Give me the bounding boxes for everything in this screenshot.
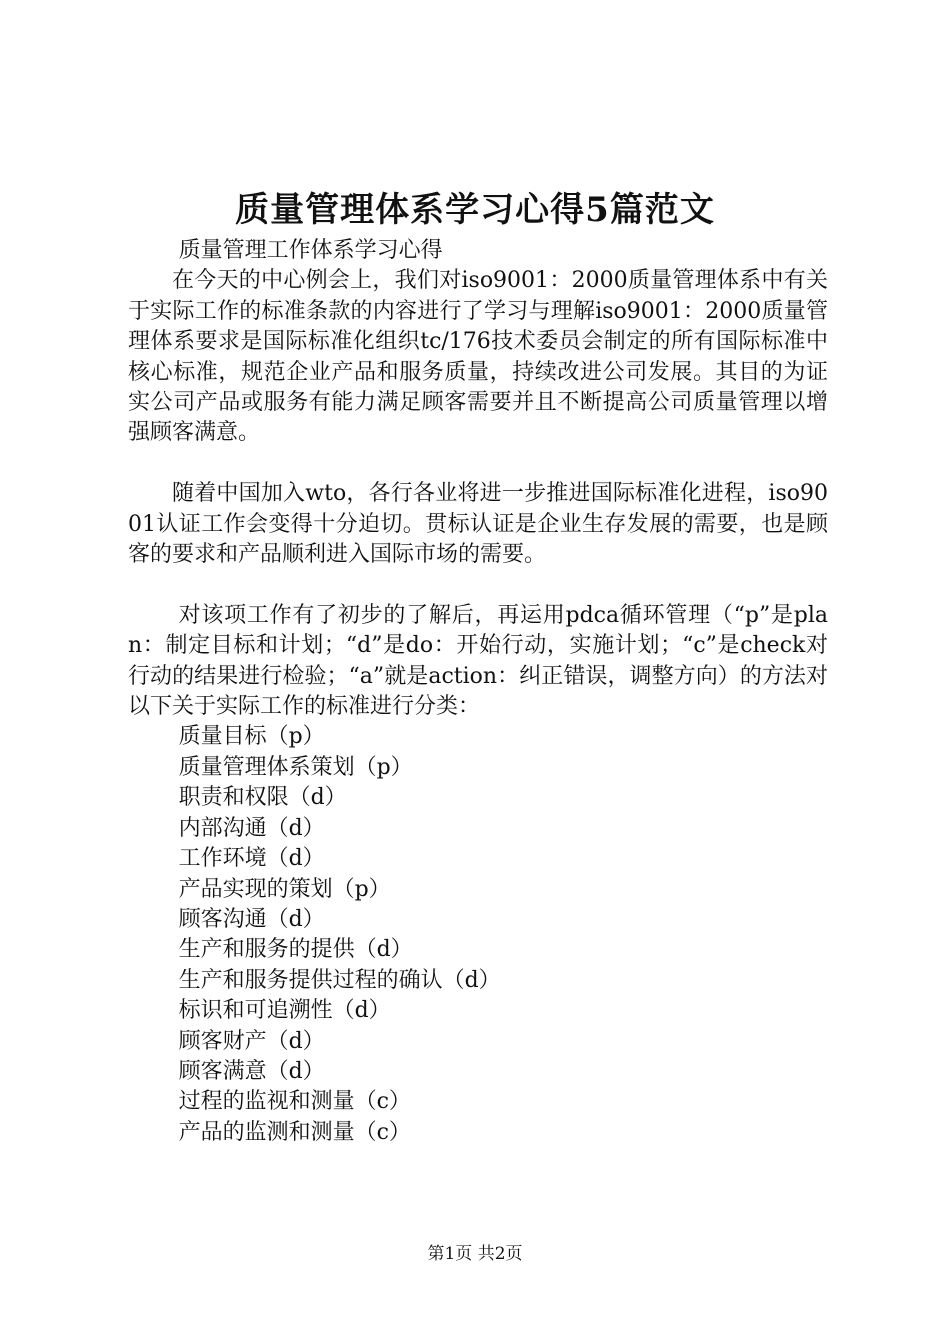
section-heading: 质量管理工作体系学习心得	[178, 238, 443, 263]
standards-list	[128, 722, 828, 1148]
list-item: 工作环境（d）	[178, 846, 325, 872]
paragraph-3: 对该项工作有了初步的了解后，再运用pdca循环管理（“p”是plan：制定目标和计划；“d”是do：开始行动，实施计划；“c”是check对行动的结果进行检验；“a”就是action：纠正错误，调整方向）的方法对以下关于实际工作的标准进行分类：	[128, 602, 828, 720]
paragraph-gap	[128, 570, 828, 600]
list-item: 标识和可追溯性（d）	[178, 998, 391, 1024]
paragraph-gap	[128, 449, 828, 479]
list-item: 产品实现的策划（p）	[178, 876, 391, 902]
paragraph-2: 随着中国加入wto，各行各业将进一步推进国际标准化进程，iso9001认证工作会变得十分迫切。贯标认证是企业生存发展的需要，也是顾客的要求和产品顺利进入国际市场的需要。	[128, 481, 828, 568]
list-item: 过程的监视和测量（c）	[178, 1089, 411, 1115]
list-item: 顾客满意（d）	[178, 1058, 325, 1084]
list-item: 产品的监测和测量（c）	[178, 1119, 411, 1145]
list-item: 生产和服务的提供（d）	[178, 937, 413, 963]
list-item: 顾客沟通（d）	[178, 906, 325, 932]
document-title: 质量管理体系学习心得5篇范文	[235, 190, 715, 230]
list-item: 职责和权限（d）	[178, 785, 347, 811]
list-item: 生产和服务提供过程的确认（d）	[178, 967, 501, 993]
list-item: 顾客财产（d）	[178, 1028, 325, 1054]
paragraph-1: 在今天的中心例会上，我们对iso9001：2000质量管理体系中有关于实际工作的标准条款的内容进行了学习与理解iso9001：2000质量管理体系要求是国际标准化组织tc/176技术委员会制定的所有国际标准中核心标准，规范企业产品和服务质量，持续改进公司发展。其目的为证实公司产品或服务有能力满足顾客需要并且不断提高公司质量管理以增强顾客满意。	[128, 268, 828, 446]
list-item: 质量目标（p）	[178, 724, 325, 750]
page-footer: 第1页 共2页	[427, 1244, 523, 1264]
document-body	[128, 236, 828, 1148]
list-item: 质量管理体系策划（p）	[178, 754, 413, 780]
list-item: 内部沟通（d）	[178, 815, 325, 841]
